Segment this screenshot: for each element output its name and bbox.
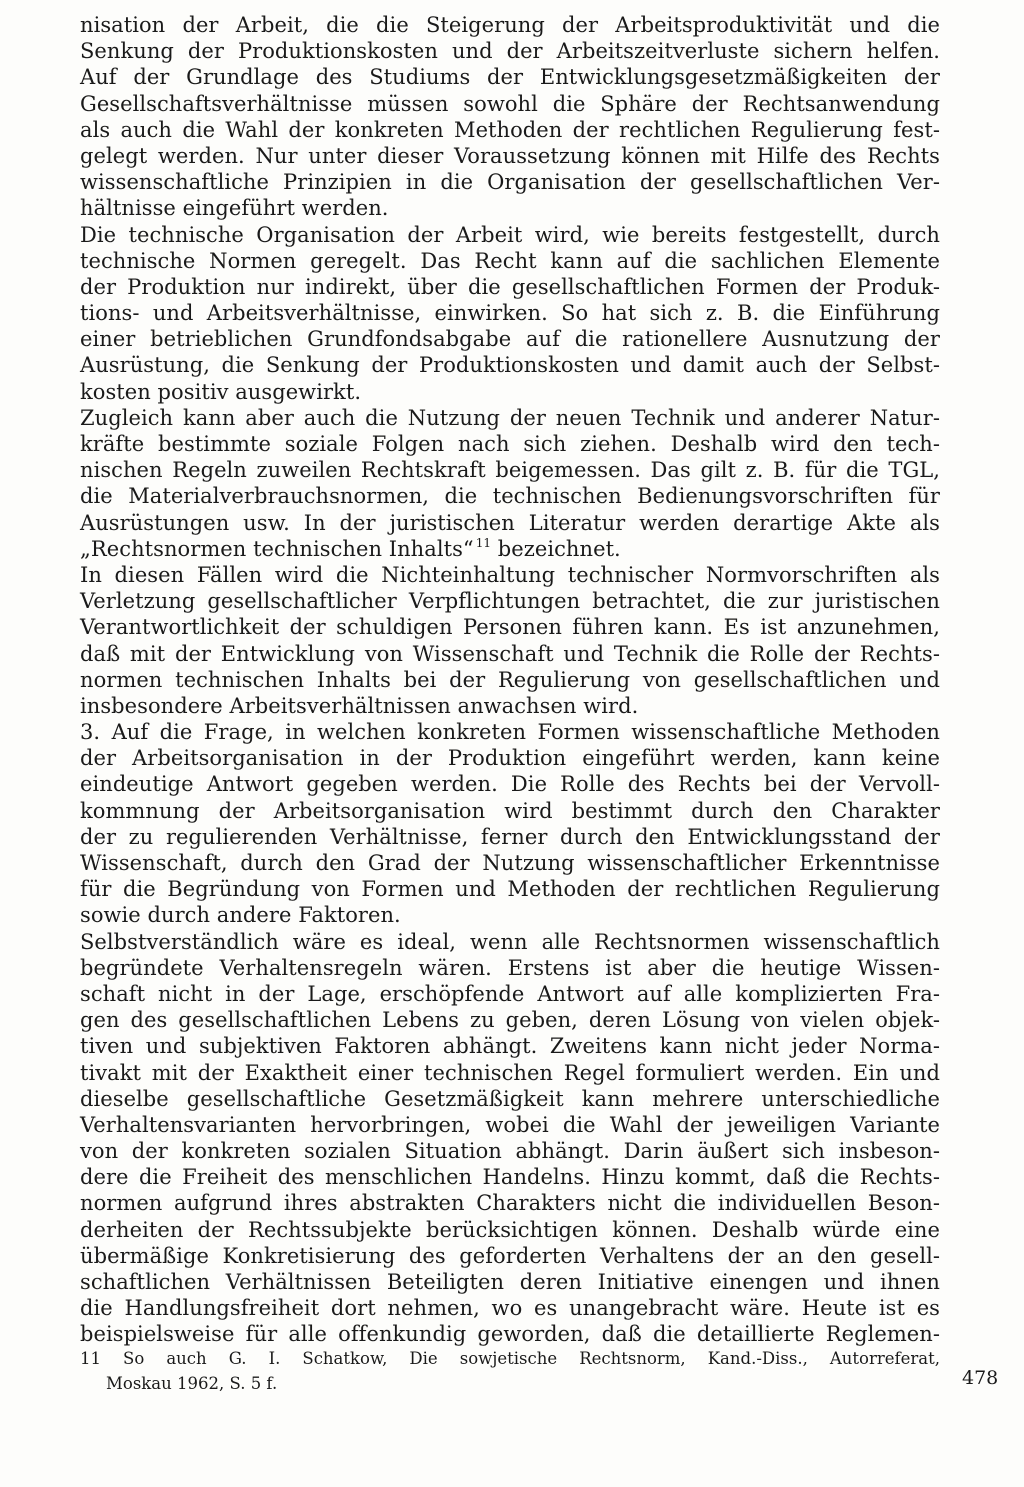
text-line: schaft nicht in der Lage, erschöpfende Antwort auf alle komplizierten Fra-	[80, 981, 940, 1006]
text-line: wissenschaftliche Prinzipien in die Organisation der gesellschaftlichen Ver-	[80, 170, 940, 195]
text-line: übermäßige Konkretisierung des geforderten Verhaltens der an den gesell-	[80, 1243, 940, 1268]
text-line: kosten positiv ausgewirkt.	[80, 379, 362, 404]
page-number: 478	[962, 1367, 999, 1389]
text-line: Zugleich kann aber auch die Nutzung der neuen Technik und anderer Natur-	[80, 405, 940, 430]
footnote-line: 11 So auch G. I. Schatkow, Die sowjetische Rechtsnorm, Kand.-Diss., Autorreferat,	[80, 1349, 940, 1368]
text-line: Wissenschaft, durch den Grad der Nutzung wissenschaftlicher Erkenntnisse	[80, 851, 940, 875]
text-line: 3. Auf die Frage, in welchen konkreten Formen wissenschaftliche Methoden	[80, 720, 940, 745]
text-line: Auf der Grundlage des Studiums der Entwicklungsgesetzmäßigkeiten der	[80, 65, 940, 90]
text-line: Die technische Organisation der Arbeit wird, wie bereits festgestellt, durch	[80, 222, 940, 247]
text-line: Ausrüstung, die Senkung der Produktionskosten und damit auch der Selbst-	[80, 353, 940, 378]
text-line: Verletzung gesellschaftlicher Verpflichtungen betrachtet, die zur juristischen	[80, 589, 940, 614]
text-line: Verhaltensvarianten hervorbringen, wobei die Wahl der jeweiligen Variante	[80, 1112, 940, 1137]
text-line: der Produktion nur indirekt, über die gesellschaftlichen Formen der Produk-	[80, 274, 940, 299]
text-line: begründete Verhaltensregeln wären. Erstens ist aber die heutige Wissen-	[80, 955, 940, 980]
text-line: normen technischen Inhalts bei der Regulierung von gesellschaftlichen und	[80, 667, 940, 692]
text-line: dere die Freiheit des menschlichen Handelns. Hinzu kommt, daß die Rechts-	[80, 1165, 940, 1190]
text-line: als auch die Wahl der konkreten Methoden der rechtlichen Regulierung fest-	[80, 117, 940, 142]
footnote	[80, 1346, 940, 1396]
text-line: kräfte bestimmte soziale Folgen nach sich ziehen. Deshalb wird den tech-	[80, 432, 940, 456]
text-line: Ausrüstungen usw. In der juristischen Literatur werden derartige Akte als	[80, 510, 940, 535]
text-line: nischen Regeln zuweilen Rechtskraft beigemessen. Das gilt z. B. für die TGL,	[80, 458, 940, 483]
text-line: technische Normen geregelt. Das Recht kann auf die sachlichen Elemente	[80, 248, 940, 273]
text-line: gelegt werden. Nur unter dieser Voraussetzung können mit Hilfe des Rechts	[80, 143, 940, 168]
text-line: für die Begründung von Formen und Methoden der rechtlichen Regulierung	[80, 877, 940, 902]
footnote-marker[interactable]: 11	[475, 535, 492, 550]
text-line: die Materialverbrauchsnormen, die technischen Bedienungsvorschriften für	[80, 484, 940, 509]
text-line: der Arbeitsorganisation in der Produktion eingeführt werden, kann keine	[80, 746, 940, 771]
text-line: Senkung der Produktionskosten und der Arbeitszeitverluste sichern helfen.	[80, 39, 940, 64]
text-line: sowie durch andere Faktoren.	[80, 903, 401, 928]
text-line: Gesellschaftsverhältnisse müssen sowohl die Sphäre der Rechtsanwendung	[80, 91, 940, 116]
text-line: hältnisse eingeführt werden.	[80, 196, 389, 221]
text-line: gen des gesellschaftlichen Lebens zu geben, deren Lösung von vielen objek-	[80, 1008, 940, 1033]
text-line: tiven und subjektiven Faktoren abhängt. Zweitens kann nicht jeder Norma-	[80, 1034, 940, 1059]
text-line: Selbstverständlich wäre es ideal, wenn alle Rechtsnormen wissenschaftlich	[80, 929, 940, 954]
text-fragment: „Rechtsnormen technischen Inhalts“	[80, 536, 474, 561]
text-line: einer betrieblichen Grundfondsabgabe auf die rationellere Ausnutzung der	[80, 327, 940, 352]
text-line: die Handlungsfreiheit dort nehmen, wo es unangebracht wäre. Heute ist es	[80, 1296, 940, 1321]
text-line: schaftlichen Verhältnissen Beteiligten deren Initiative einengen und ihnen	[80, 1270, 940, 1294]
footnote-line: Moskau 1962, S. 5 f.	[106, 1374, 278, 1393]
text-line: In diesen Fällen wird die Nichteinhaltung technischer Normvorschriften als	[80, 562, 940, 587]
text-line: tions- und Arbeitsverhältnisse, einwirken. So hat sich z. B. die Einführung	[80, 301, 940, 326]
text-line: eindeutige Antwort gegeben werden. Die Rolle des Rechts bei der Vervoll-	[80, 772, 940, 797]
text-line: tivakt mit der Exaktheit einer technischen Regel formuliert werden. Ein und	[80, 1060, 940, 1085]
body-text	[80, 12, 940, 1348]
text-line: der zu regulierenden Verhältnisse, ferner durch den Entwicklungsstand der	[80, 824, 940, 849]
text-line: kommnung der Arbeitsorganisation wird bestimmt durch den Charakter	[80, 798, 940, 823]
footnote-reference-line	[80, 536, 940, 562]
text-line: nisation der Arbeit, die die Steigerung der Arbeitsproduktivität und die	[80, 13, 940, 37]
text-line: dieselbe gesellschaftliche Gesetzmäßigkeit kann mehrere unterschiedliche	[80, 1086, 940, 1111]
text-line: von der konkreten sozialen Situation abhängt. Darin äußert sich insbeson-	[80, 1139, 940, 1164]
text-line: normen aufgrund ihres abstrakten Charakters nicht die individuellen Beson-	[80, 1191, 940, 1216]
text-line: beispielsweise für alle offenkundig geworden, daß die detaillierte Reglemen-	[80, 1322, 940, 1347]
text-line: Verantwortlichkeit der schuldigen Personen führen kann. Es ist anzunehmen,	[80, 615, 940, 640]
text-fragment: bezeichnet.	[497, 536, 621, 561]
text-line: insbesondere Arbeitsverhältnissen anwachsen wird.	[80, 693, 639, 718]
text-line: daß mit der Entwicklung von Wissenschaft und Technik die Rolle der Rechts-	[80, 641, 940, 666]
text-line: derheiten der Rechtssubjekte berücksichtigen können. Deshalb würde eine	[80, 1217, 940, 1242]
